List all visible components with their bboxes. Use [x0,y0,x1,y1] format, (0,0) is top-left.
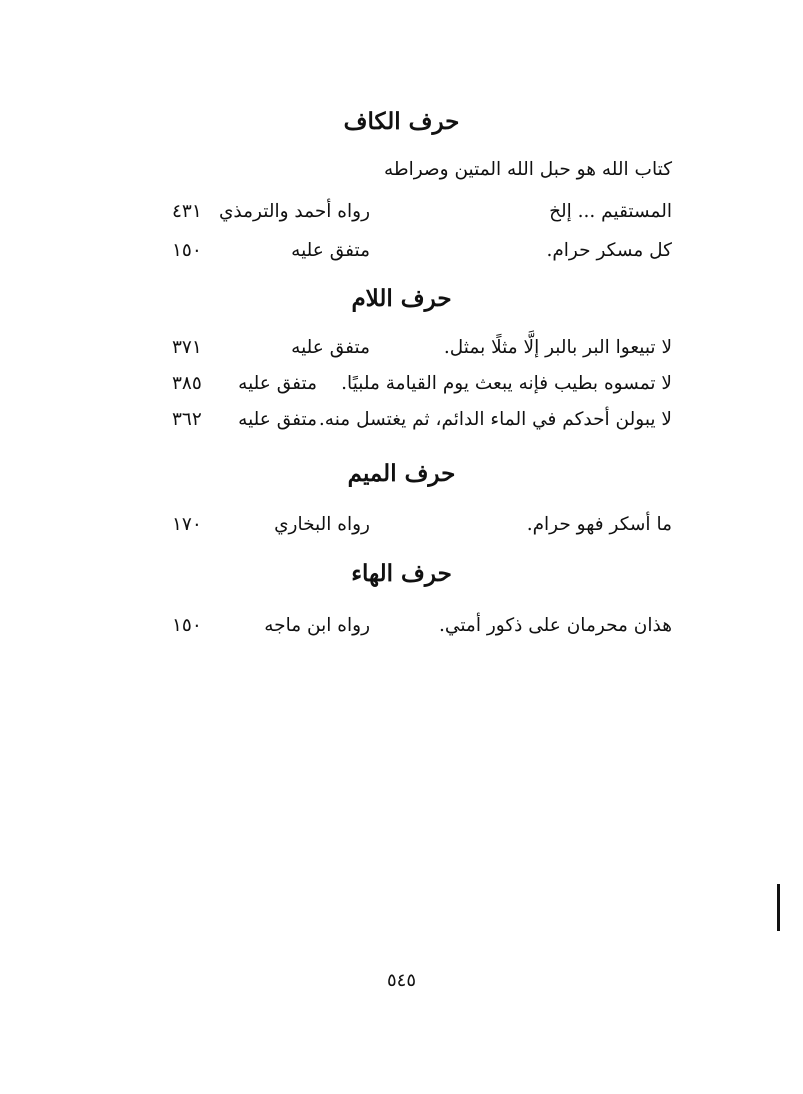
index-entry [150,406,672,434]
hadith-text: ما أسكر فهو حرام. [526,514,672,535]
hadith-text: المستقيم ... إلخ [549,201,672,222]
hadith-source: متفق عليه [291,337,370,358]
page-reference: ٤٣١ [172,201,202,222]
section-heading-mim: حرف الميم [347,460,456,487]
index-entry-continuation [150,198,672,226]
margin-mark [777,884,780,931]
hadith-source: رواه البخاري [274,514,370,535]
page-reference: ٣٧١ [172,337,202,358]
hadith-source: متفق عليه [238,409,317,430]
page-reference: ١٥٠ [172,240,202,261]
section-heading-ha: حرف الهاء [351,560,452,587]
hadith-text: لا تبيعوا البر بالبر إلَّا مثلًا بمثل. [443,337,672,358]
index-entry [150,156,672,184]
hadith-source: رواه ابن ماجه [264,615,370,636]
hadith-text: كتاب الله هو حبل الله المتين وصراطه [383,159,672,180]
index-entry [150,612,672,640]
hadith-text: لا تمسوه بطيب فإنه يبعث يوم القيامة ملبيًا. [341,373,672,394]
index-entry [150,334,672,362]
hadith-source: رواه أحمد والترمذي [218,201,370,222]
index-entry [150,237,672,265]
section-heading-lam: حرف اللام [351,285,452,312]
page-number: ٥٤٥ [386,970,416,991]
section-heading-kaf: حرف الكاف [343,108,460,135]
hadith-source: متفق عليه [291,240,370,261]
page-reference: ١٧٠ [172,514,202,535]
page-reference: ٣٦٢ [172,409,202,430]
page-reference: ٣٨٥ [172,373,202,394]
hadith-text: كل مسكر حرام. [546,240,672,261]
hadith-source: متفق عليه [238,373,317,394]
index-entry [150,370,672,398]
page-reference: ١٥٠ [172,615,202,636]
index-entry [150,511,672,539]
hadith-text: هذان محرمان على ذكور أمتي. [439,615,672,636]
hadith-text: لا يبولن أحدكم في الماء الدائم، ثم يغتسل منه. [318,409,672,430]
